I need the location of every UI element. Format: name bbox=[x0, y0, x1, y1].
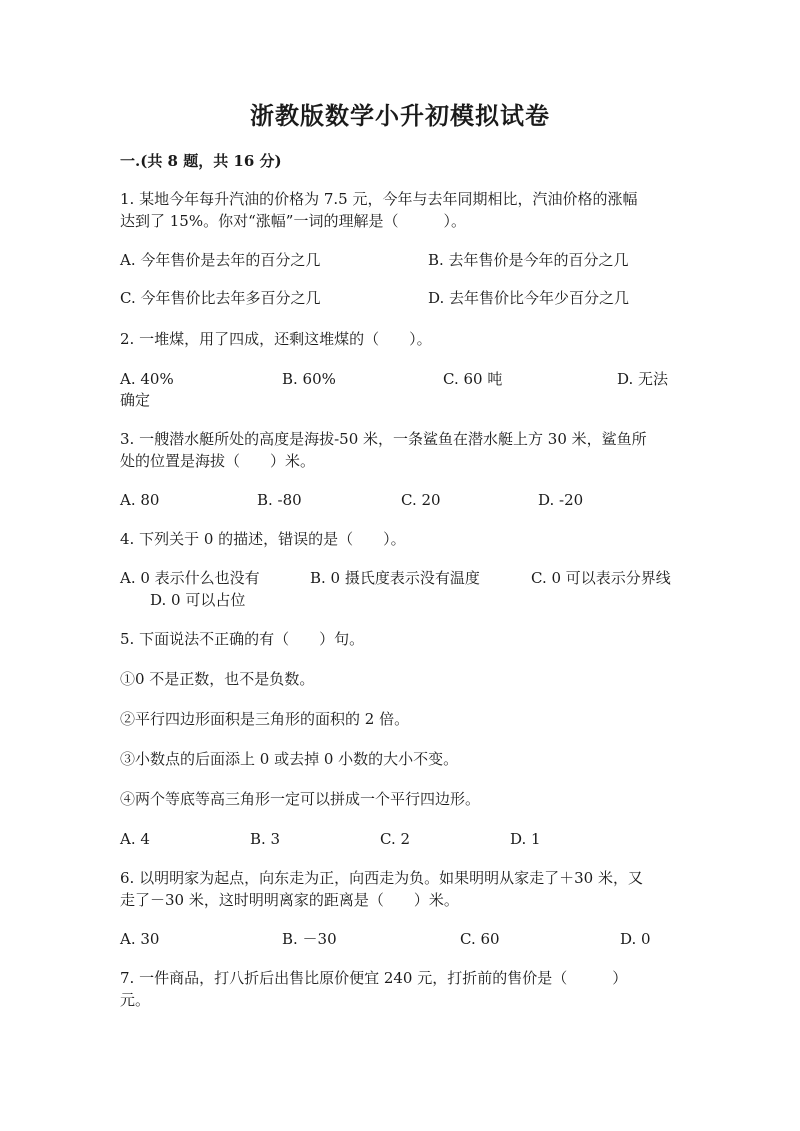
q6-option-b: B. －30 bbox=[282, 930, 337, 948]
q4-option-b: B. 0 摄氏度表示没有温度 bbox=[310, 569, 480, 587]
q5-statement-4: ④两个等底等高三角形一定可以拼成一个平行四边形。 bbox=[120, 790, 481, 808]
q1-option-d: D. 去年售价比今年少百分之几 bbox=[428, 289, 630, 307]
q2-option-d-wrap: 确定 bbox=[120, 391, 151, 409]
q2-option-d: D. 无法 bbox=[617, 370, 669, 388]
q3-option-c: C. 20 bbox=[401, 491, 441, 509]
q5-option-c: C. 2 bbox=[380, 830, 411, 848]
q1-text-line1: 1. 某地今年每升汽油的价格为 7.5 元，今年与去年同期相比，汽油价格的涨幅 bbox=[120, 190, 638, 208]
q6-text-line2: 走了－30 米，这时明明离家的距离是（ ）米。 bbox=[120, 891, 459, 909]
q2-option-c: C. 60 吨 bbox=[443, 370, 503, 388]
exam-title: 浙教版数学小升初模拟试卷 bbox=[250, 101, 550, 130]
section-heading: 一.(共 8 题，共 16 分) bbox=[120, 152, 282, 170]
q5-statement-2: ②平行四边形面积是三角形的面积的 2 倍。 bbox=[120, 710, 410, 728]
q5-text-line1: 5. 下面说法不正确的有（ ）句。 bbox=[120, 630, 365, 648]
q6-option-a: A. 30 bbox=[120, 930, 160, 948]
q3-option-b: B. -80 bbox=[257, 491, 302, 509]
q6-option-d: D. 0 bbox=[620, 930, 651, 948]
q4-option-c: C. 0 可以表示分界线 bbox=[531, 569, 671, 587]
q4-option-d: D. 0 可以占位 bbox=[150, 591, 246, 609]
q3-text-line2: 处的位置是海拔（ ）米。 bbox=[120, 452, 316, 470]
q1-text-line2: 达到了 15%。你对“涨幅”一词的理解是（ ）。 bbox=[120, 212, 466, 230]
q2-option-a: A. 40% bbox=[120, 370, 174, 388]
q7-text-line1: 7. 一件商品，打八折后出售比原价便宜 240 元，打折前的售价是（ ） bbox=[120, 969, 628, 987]
q5-statement-3: ③小数点的后面添上 0 或去掉 0 小数的大小不变。 bbox=[120, 750, 459, 768]
q2-text-line1: 2. 一堆煤，用了四成，还剩这堆煤的（ ）。 bbox=[120, 330, 432, 348]
q5-option-b: B. 3 bbox=[250, 830, 281, 848]
q4-text-line1: 4. 下列关于 0 的描述，错误的是（ ）。 bbox=[120, 530, 406, 548]
q7-text-line2: 元。 bbox=[120, 991, 151, 1009]
q6-text-line1: 6. 以明明家为起点，向东走为正，向西走为负。如果明明从家走了＋30 米，又 bbox=[120, 869, 643, 887]
q3-option-d: D. -20 bbox=[538, 491, 584, 509]
q3-text-line1: 3. 一艘潜水艇所处的高度是海拔-50 米，一条鲨鱼在潜水艇上方 30 米，鲨鱼所 bbox=[120, 430, 647, 448]
q2-option-b: B. 60% bbox=[282, 370, 336, 388]
q1-option-a: A. 今年售价是去年的百分之几 bbox=[120, 251, 321, 269]
q3-option-a: A. 80 bbox=[120, 491, 160, 509]
q1-option-b: B. 去年售价是今年的百分之几 bbox=[428, 251, 629, 269]
q1-option-c: C. 今年售价比去年多百分之几 bbox=[120, 289, 321, 307]
q5-statement-1: ①0 不是正数，也不是负数。 bbox=[120, 670, 315, 688]
q5-option-a: A. 4 bbox=[120, 830, 150, 848]
q6-option-c: C. 60 bbox=[460, 930, 500, 948]
q5-option-d: D. 1 bbox=[510, 830, 541, 848]
q4-option-a: A. 0 表示什么也没有 bbox=[120, 569, 260, 587]
